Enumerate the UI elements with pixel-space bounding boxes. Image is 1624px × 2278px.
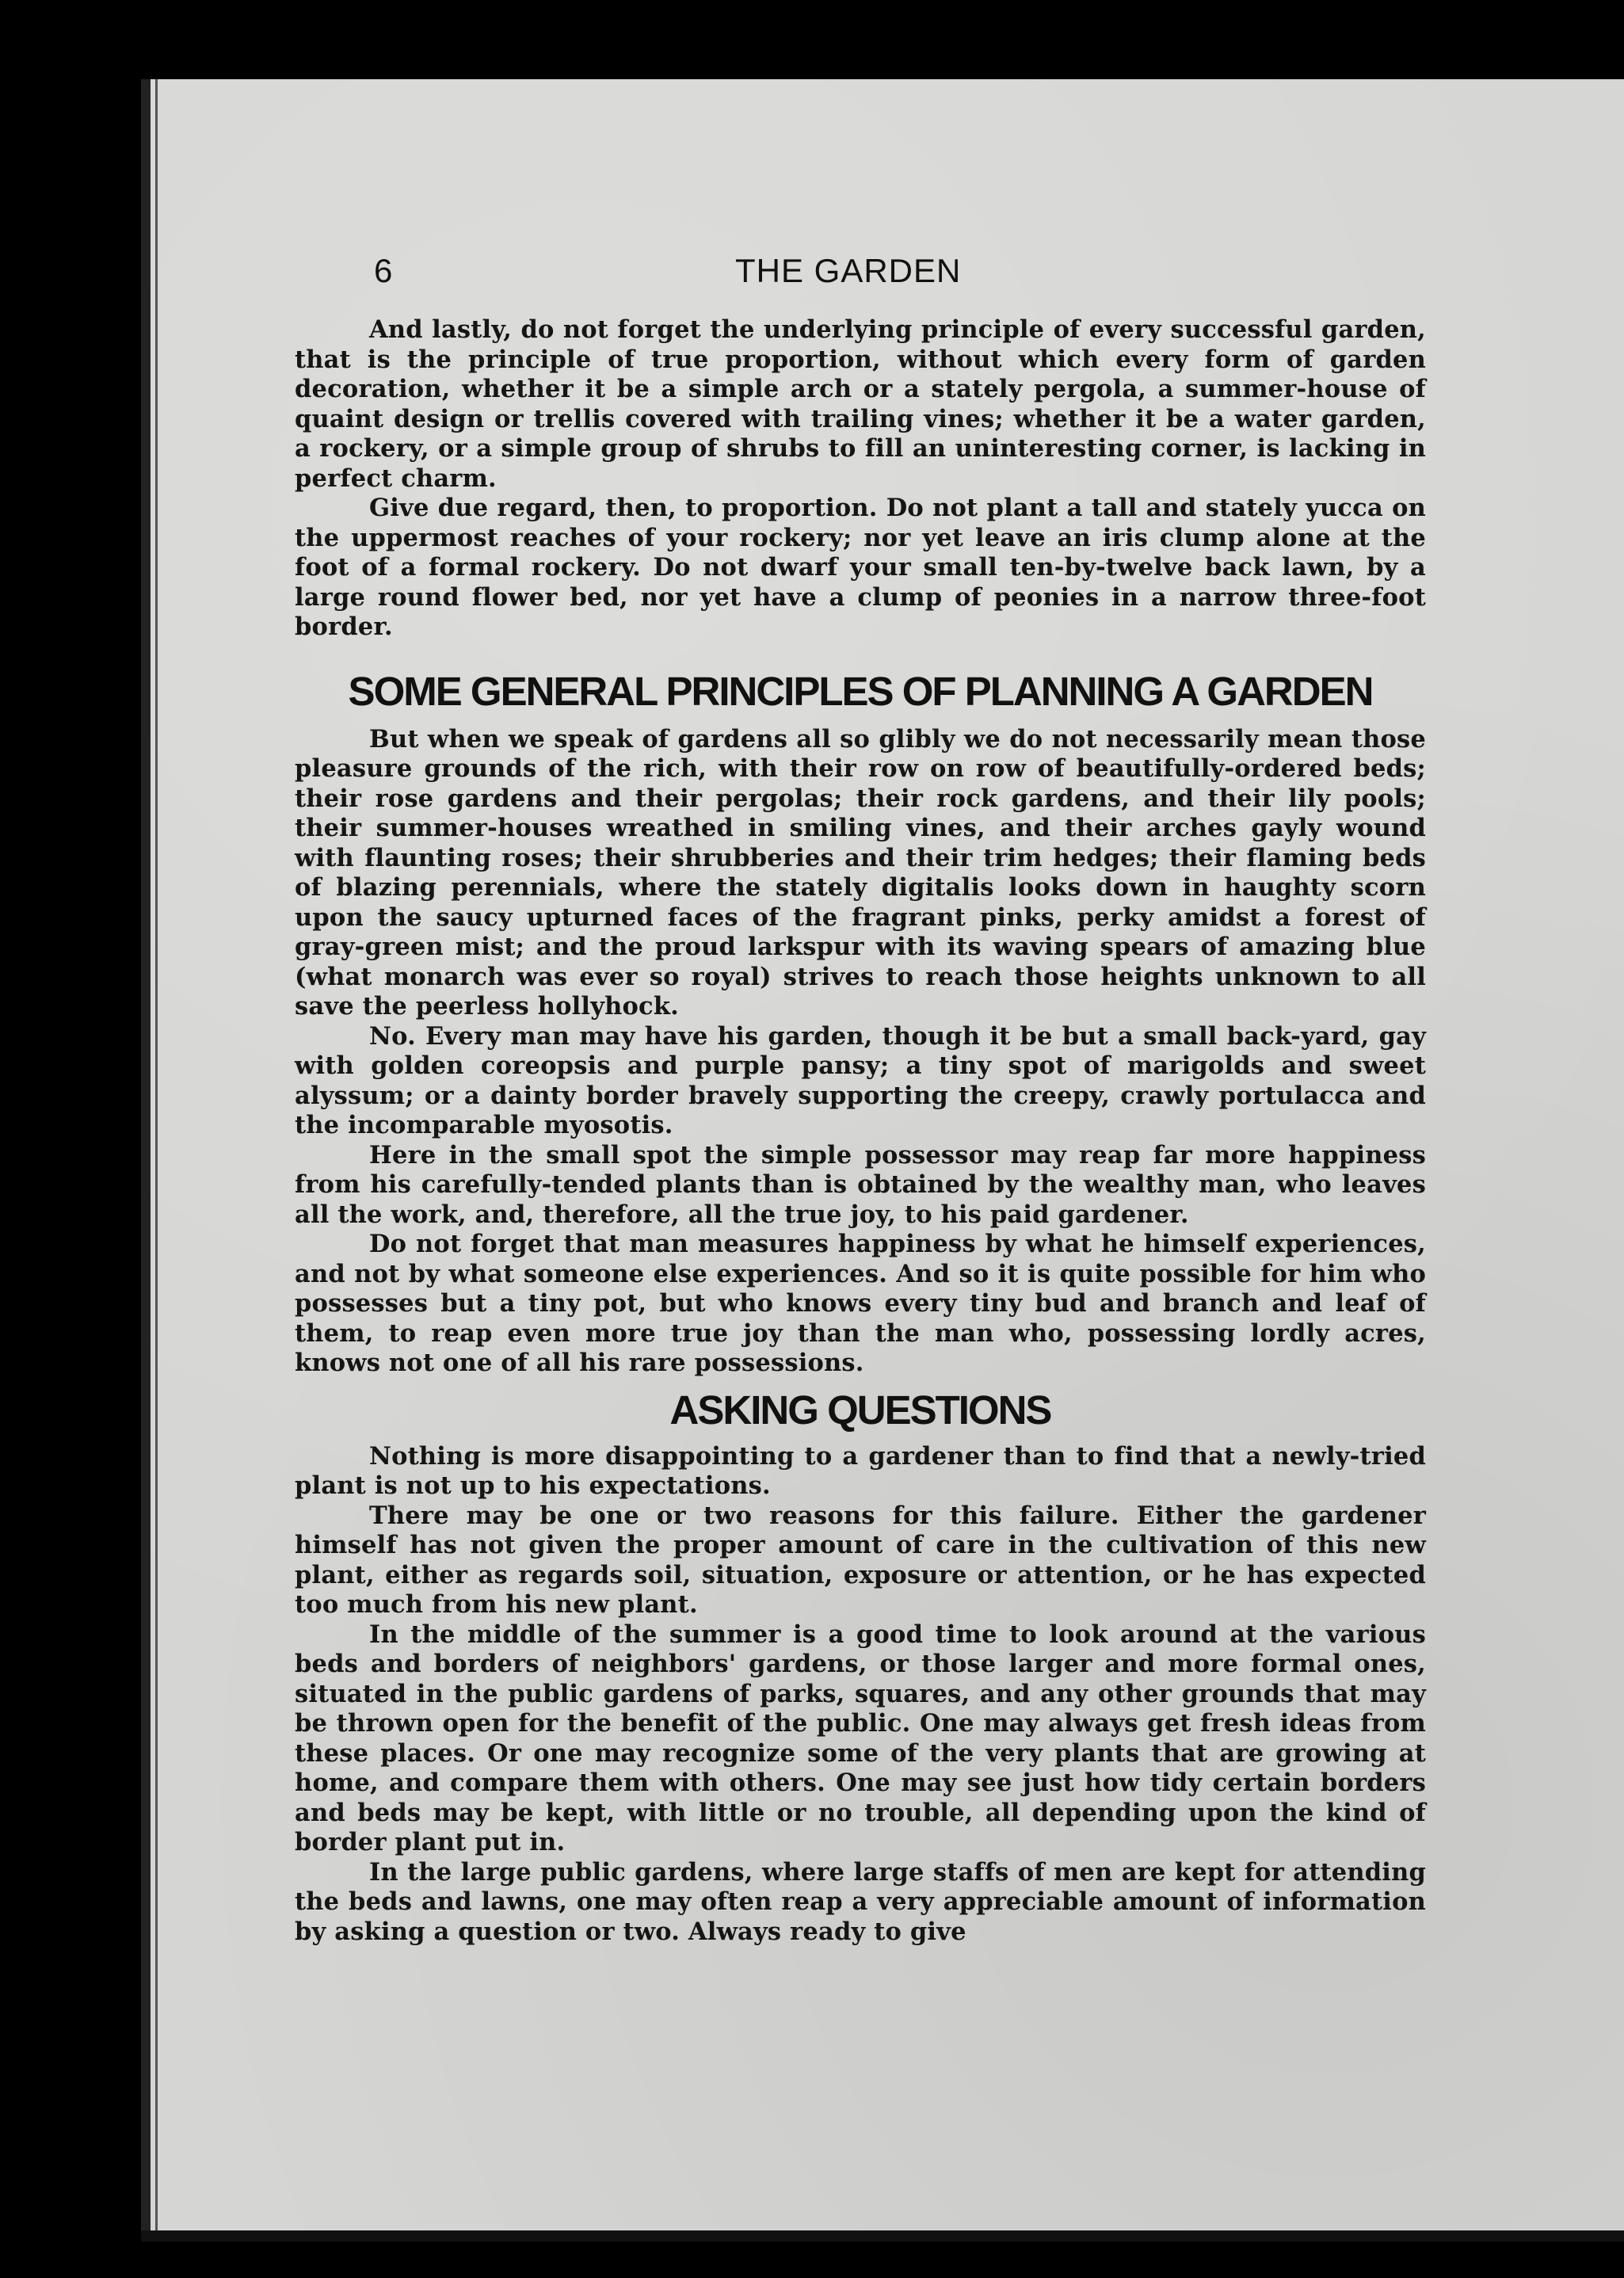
running-title: THE GARDEN — [735, 252, 962, 289]
paragraph: In the middle of the summer is a good time to look around at the various beds and borders of neighbors' gardens, or those larger and more formal ones, situated in the public gardens of parks, squares, and any other grounds that may be thrown open for the benefit of the public. One may always get fresh ideas from these places. Or one may recognize some of the very plants that are growing at home, and compare them with others. One may see just how tidy certain borders and beds may be kept, with little or no trouble, all depending upon the kind of border plant put in. — [295, 1620, 1426, 1856]
paragraph: Here in the small spot the simple possessor may reap far more happiness from his carefully-tended plants than is obtained by the wealthy man, who leaves all the work, and, therefore, all the true joy, to his paid gardener. — [295, 1140, 1426, 1229]
paragraph: Do not forget that man measures happiness by what he himself experiences, and not by what someone else experiences. And so it is quite possible for him who possesses but a tiny pot, but who knows every tiny bud and branch and leaf of them, to reap even more true joy than the man who, possessing lordly acres, knows not one of all his rare possessions. — [295, 1230, 1426, 1377]
page-body — [295, 315, 1426, 1947]
page-binding-line — [155, 79, 158, 2238]
page-bottom-edge — [141, 2230, 1624, 2242]
paragraph: Nothing is more disappointing to a gardener than to find that a newly-tried plant is not up to his expectations. — [295, 1441, 1426, 1500]
section-heading-planning: SOME GENERAL PRINCIPLES OF PLANNING A GARDEN — [348, 668, 1373, 714]
paragraph: Give due regard, then, to proportion. Do not plant a tall and stately yucca on the uppermost reaches of your rockery; nor yet leave an iris clump alone at the foot of a formal rockery. Do not dwarf your small ten-by-twelve back lawn, by a large round flower bed, nor yet have a clump of peonies in a narrow three-foot border. — [295, 494, 1426, 641]
paragraph: And lastly, do not forget the underlying principle of every successful garden, that is the principle of true proportion, without which every form of garden decoration, whether it be a simple arch or a stately pergola, a summer-house of quaint design or trellis covered with trailing vines; whether it be a water garden, a rockery, or a simple group of shrubs to fill an uninteresting corner, is lacking in perfect charm. — [295, 315, 1426, 493]
paragraph: No. Every man may have his garden, though it be but a small back-yard, gay with golden coreopsis and purple pansy; a tiny spot of marigolds and sweet alyssum; or a dainty border bravely supporting the creepy, crawly portulacca and the incomparable myosotis. — [295, 1021, 1426, 1139]
page-binding-edge — [141, 79, 151, 2238]
page-header — [0, 252, 1624, 300]
paragraph: In the large public gardens, where large staffs of men are kept for attending the beds and lawns, one may often reap a very appreciable amount of information by asking a question or two. Always ready to give — [295, 1857, 1426, 1946]
paragraph: But when we speak of gardens all so glibly we do not necessarily mean those pleasure grounds of the rich, with their row on row of beautifully-ordered beds; their rose gardens and their pergolas; their rock gardens, and their lily pools; their summer-houses wreathed in smiling vines, and their arches gayly wound with flaunting roses; their shrubberies and their trim hedges; their flaming beds of blazing perennials, where the stately digitalis looks down in haughty scorn upon the saucy upturned faces of the fragrant pinks, perky amidst a forest of gray-green mist; and the proud larkspur with its waving spears of amazing blue (what monarch was ever so royal) strives to reach those heights unknown to all save the peerless hollyhock. — [295, 724, 1426, 1021]
section-heading-questions: ASKING QUESTIONS — [669, 1387, 1051, 1433]
paragraph: There may be one or two reasons for this failure. Either the gardener himself has not given the proper amount of care in the cultivation of this new plant, either as regards soil, situation, exposure or attention, or he has expected too much from his new plant. — [295, 1501, 1426, 1619]
page-number: 6 — [374, 252, 393, 289]
